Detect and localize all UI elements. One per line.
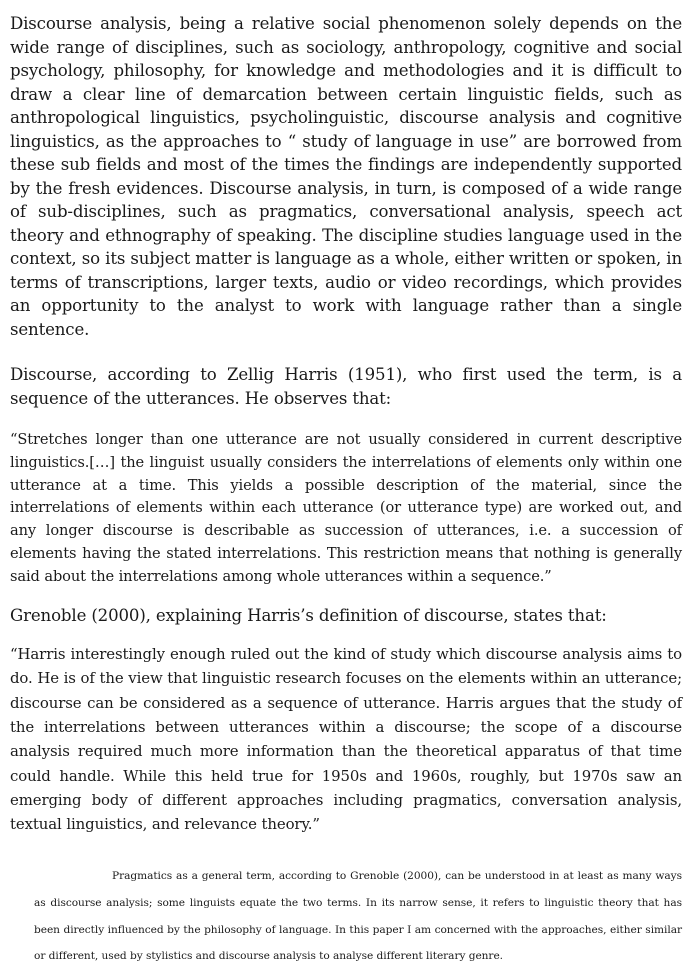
paragraph-harris-definition: Discourse, according to Zellig Harris (1951), who first used the term, is a sequence of the utterances. He observes that: bbox=[10, 365, 682, 408]
block-quote-harris: “Stretches longer than one utterance are not usually considered in current descriptive linguistics.[…] the linguist usually considers the interrelations of elements only within one utterance at a time. This yields a possible description of the material, since the interrelations of elements within each utterance (or utterance type) are worked out, and any longer discourse is describable as succession of utterances, i.e. a succession of elements having the stated interrelations. This restriction means that nothing is generally said about the interrelations among whole utterances within a sequence.” bbox=[10, 431, 682, 585]
paragraph-discourse-analysis-intro: Discourse analysis, being a relative social phenomenon solely depends on the wide range of disciplines, such as sociology, anthropology, cognitive and social psychology, philosophy, for knowledge and methodologies and it is difficult to draw a clear line of demarcation between certain linguistic fields, such as anthropological linguistics, psycholinguistic, discourse analysis and cognitive linguistics, as the approaches to “ study of language in use” are borrowed from these sub fields and most of the times the findings are independently supported by the fresh evidences. Discourse analysis, in turn, is composed of a wide range of sub-disciplines, such as pragmatics, conversational analysis, speech act theory and ethnography of speaking. The discipline studies language used in the context, so its subject matter is language as a whole, either written or spoken, in terms of transcriptions, larger texts, audio or video recordings, which provides an opportunity to the analyst to work with language rather than a single sentence. bbox=[10, 14, 682, 339]
block-quote-grenoble: “Harris interestingly enough ruled out the kind of study which discourse analysis aims to do. He is of the view that linguistic research focuses on the elements within an utterance; discourse can be considered as a sequence of utterance. Harris argues that the study of the interrelations between utterances within a discourse; the scope of a discourse analysis required much more information than the theoretical apparatus of that time could handle. While this held true for 1950s and 1960s, roughly, but 1970s saw an emerging body of different approaches including pragmatics, conversation analysis, textual linguistics, and relevance theory.” bbox=[10, 645, 682, 834]
document-page bbox=[10, 12, 682, 970]
paragraph-grenoble-intro: Grenoble (2000), explaining Harris’s definition of discourse, states that: bbox=[10, 605, 607, 625]
paragraph-pragmatics-note: Pragmatics as a general term, according to Grenoble (2000), can be understood in at least as many ways as discourse analysis; some linguists equate the two terms. In its narrow sense, it refers to linguistic theory that has been directly influenced by the philosophy of language. In this paper I am concerned with the approaches, either similar or different, used by stylistics and discourse analysis to analyse different literary genre. bbox=[34, 870, 682, 963]
